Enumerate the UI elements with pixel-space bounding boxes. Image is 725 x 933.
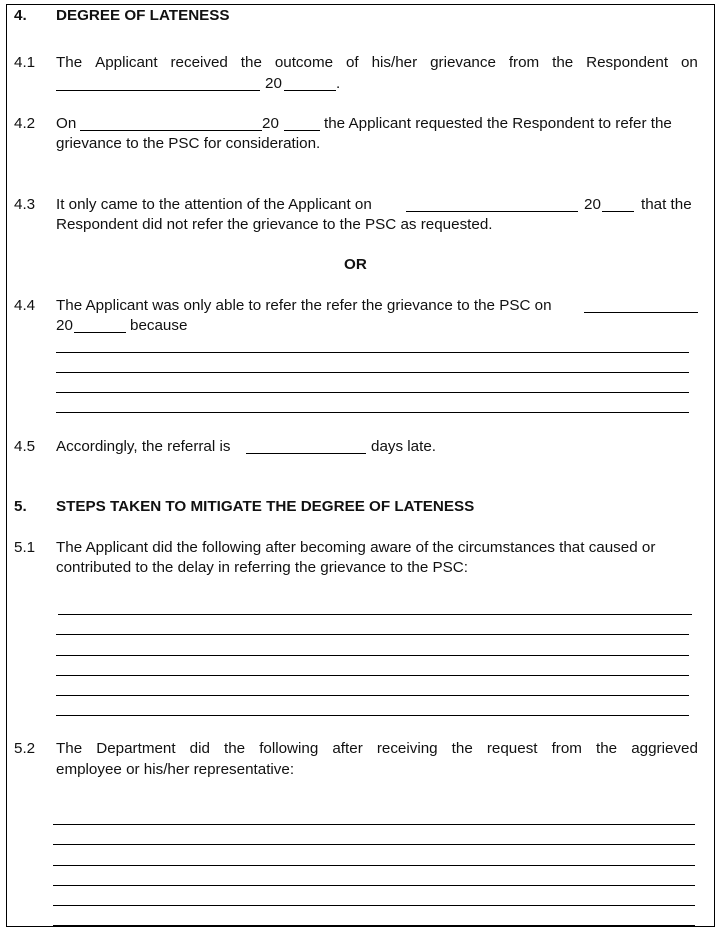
word: following bbox=[259, 740, 319, 757]
item-5-2-answer-line-5[interactable] bbox=[53, 905, 695, 906]
item-5-1-answer-line-3[interactable] bbox=[56, 655, 689, 656]
item-4-3-number: 4.3 bbox=[14, 196, 36, 213]
item-4-1-year: 20 bbox=[265, 75, 282, 92]
word: did bbox=[189, 740, 210, 757]
section-5-heading: STEPS TAKEN TO MITIGATE THE DEGREE OF LATENESS bbox=[56, 498, 475, 515]
item-4-1-date-field[interactable] bbox=[56, 90, 260, 91]
word: the bbox=[240, 54, 262, 71]
or-separator: OR bbox=[344, 256, 367, 273]
item-4-3-date-field[interactable] bbox=[406, 211, 578, 212]
word: after bbox=[332, 740, 363, 757]
item-4-3-year-field[interactable] bbox=[602, 211, 634, 212]
word: receiving bbox=[376, 740, 438, 757]
item-5-2-number: 5.2 bbox=[14, 740, 36, 757]
item-4-4-reason-line-4[interactable] bbox=[56, 412, 689, 413]
item-4-4-year: 20 bbox=[56, 317, 73, 334]
item-4-4-text: The Applicant was only able to refer the refer the grievance to the PSC on bbox=[56, 297, 552, 314]
item-4-2-line2: grievance to the PSC for consideration. bbox=[56, 135, 321, 152]
item-5-2-answer-line-1[interactable] bbox=[53, 824, 695, 825]
item-4-5-days-late: days late. bbox=[371, 438, 437, 455]
word: outcome bbox=[274, 54, 334, 71]
word: request bbox=[486, 740, 538, 757]
word: aggrieved bbox=[631, 740, 698, 757]
item-4-3-that-the: that the bbox=[641, 196, 692, 213]
item-5-1-answer-line-6[interactable] bbox=[56, 715, 689, 716]
item-5-1-line1: The Applicant did the following after becoming aware of the circumstances that caused or bbox=[56, 539, 656, 556]
item-4-3-year: 20 bbox=[584, 196, 601, 213]
word: the bbox=[596, 740, 618, 757]
item-4-4-because: because bbox=[130, 317, 188, 334]
item-4-2-year: 20 bbox=[262, 115, 279, 132]
item-4-4-reason-line-1[interactable] bbox=[56, 352, 689, 353]
item-5-1-answer-line-5[interactable] bbox=[56, 695, 689, 696]
item-5-1-answer-line-2[interactable] bbox=[56, 634, 689, 635]
word: The bbox=[56, 54, 83, 71]
item-4-5-number: 4.5 bbox=[14, 438, 36, 455]
word: the bbox=[552, 54, 574, 71]
item-4-1-year-field[interactable] bbox=[284, 90, 336, 91]
item-5-2-answer-line-6[interactable] bbox=[53, 925, 695, 926]
word: grievance bbox=[430, 54, 496, 71]
word: his/her bbox=[371, 54, 418, 71]
item-5-2-line2: employee or his/her representative: bbox=[56, 761, 295, 778]
item-4-2-on: On bbox=[56, 115, 77, 132]
item-4-1-period: . bbox=[336, 75, 341, 92]
word: the bbox=[451, 740, 473, 757]
word: from bbox=[508, 54, 540, 71]
item-5-2-answer-line-2[interactable] bbox=[53, 844, 695, 845]
item-4-3-line2: Respondent did not refer the grievance to the PSC as requested. bbox=[56, 216, 493, 233]
section-4-heading: DEGREE OF LATENESS bbox=[56, 7, 230, 24]
section-5-number: 5. bbox=[14, 498, 27, 515]
item-4-5-days-field[interactable] bbox=[246, 453, 366, 454]
word: of bbox=[345, 54, 359, 71]
item-5-2-answer-line-4[interactable] bbox=[53, 885, 695, 886]
word: received bbox=[170, 54, 228, 71]
item-4-4-reason-line-2[interactable] bbox=[56, 372, 689, 373]
item-4-4-year-field[interactable] bbox=[74, 332, 126, 333]
item-4-1-number: 4.1 bbox=[14, 54, 36, 71]
word: Respondent bbox=[586, 54, 669, 71]
word: The bbox=[56, 740, 83, 757]
word: Department bbox=[96, 740, 176, 757]
item-5-1-number: 5.1 bbox=[14, 539, 36, 556]
item-4-2-date-field[interactable] bbox=[80, 130, 262, 131]
item-4-3-text: It only came to the attention of the Applicant on bbox=[56, 196, 372, 213]
item-4-2-year-field[interactable] bbox=[284, 130, 320, 131]
section-4-number: 4. bbox=[14, 7, 27, 24]
item-4-5-text: Accordingly, the referral is bbox=[56, 438, 231, 455]
item-5-1-answer-line-4[interactable] bbox=[56, 675, 689, 676]
word: from bbox=[551, 740, 582, 757]
item-5-1-answer-line-1[interactable] bbox=[58, 614, 692, 615]
item-4-1-line1 bbox=[56, 53, 698, 73]
item-4-4-number: 4.4 bbox=[14, 297, 36, 314]
word: on bbox=[680, 54, 698, 71]
item-5-1-line2: contributed to the delay in referring the grievance to the PSC: bbox=[56, 559, 468, 576]
word: the bbox=[224, 740, 246, 757]
item-4-2-number: 4.2 bbox=[14, 115, 36, 132]
word: Applicant bbox=[95, 54, 158, 71]
item-4-4-reason-line-3[interactable] bbox=[56, 392, 689, 393]
item-4-4-date-field[interactable] bbox=[584, 312, 698, 313]
item-5-2-line1 bbox=[56, 739, 698, 759]
item-5-2-answer-line-3[interactable] bbox=[53, 865, 695, 866]
item-4-2-text: the Applicant requested the Respondent to refer the bbox=[324, 115, 672, 132]
